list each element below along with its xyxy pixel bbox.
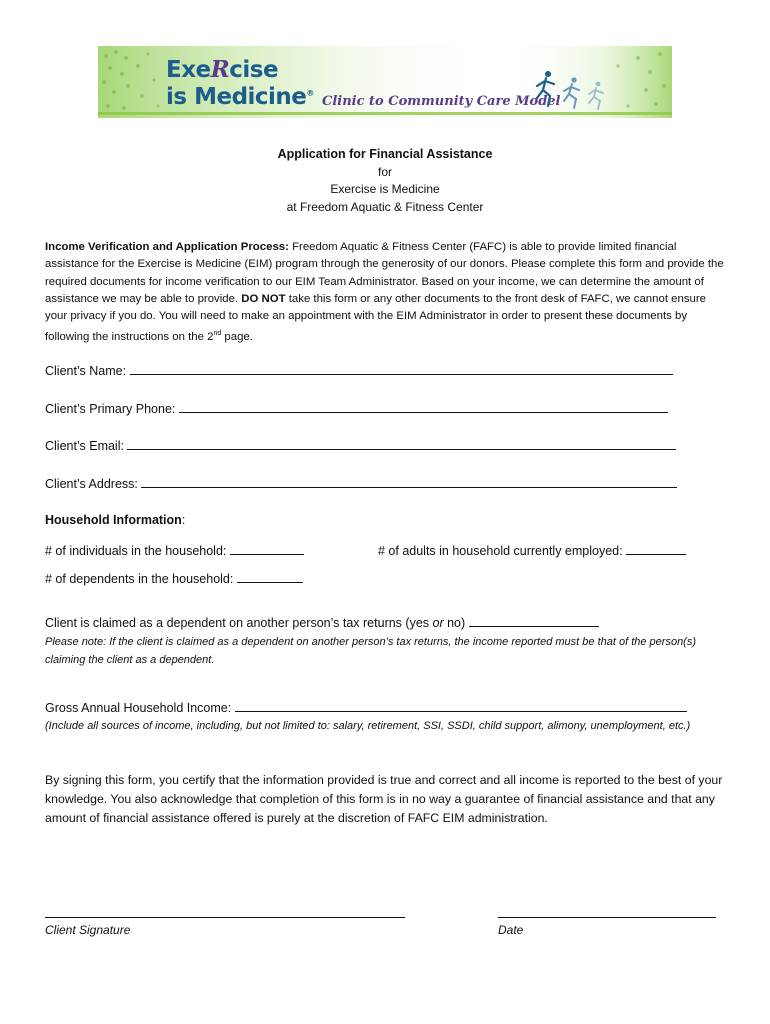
client-address-label: Client’s Address: (45, 477, 138, 491)
intro-do-not: DO NOT (241, 292, 286, 305)
dependent-claim-label-b: no) (443, 616, 466, 630)
logo-text-cise: cise (229, 57, 279, 83)
logo-rx-symbol: R (210, 56, 230, 83)
dependents-field[interactable] (237, 570, 303, 583)
header-banner (98, 46, 672, 118)
dependent-claim-field[interactable] (469, 614, 599, 627)
form-title: Application for Financial Assistance (277, 147, 493, 161)
date-label: Date (498, 923, 524, 937)
intro-text-1: Freedom Aquatic & Fitness Center (FAFC) is able to provide limited financial assistance for the Exercise is Medicine (EIM) program through the generosity of our donors. Please complete this form and provide the required documents for income verification to our EIM Team Administrator. Based on your income, we can determine the amount of assistance we may be able to provide. (45, 241, 724, 305)
client-email-row (45, 437, 676, 453)
dependent-claim-note: Please note: If the client is claimed as a dependent on another person’s tax returns, the income reported must be that of the person(s) claiming the client as a dependent. (45, 636, 697, 666)
title-line-location: at Freedom Aquatic & Fitness Center (286, 200, 484, 214)
trademark-symbol: ® (306, 88, 314, 98)
adults-employed-row (378, 542, 686, 558)
runners-icon (534, 68, 624, 112)
household-heading (45, 513, 185, 527)
intro-heading: Income Verification and Application Process: (45, 241, 289, 253)
individuals-field[interactable] (230, 542, 304, 555)
intro-superscript: nd (213, 330, 222, 338)
client-email-field[interactable] (127, 437, 676, 450)
title-line-program: Exercise is Medicine (330, 182, 440, 196)
title-line-for: for (377, 165, 392, 179)
dependent-claim-row (45, 614, 599, 630)
income-field[interactable] (235, 699, 687, 712)
adults-employed-label: # of adults in household currently employed: (378, 544, 623, 558)
income-row (45, 699, 687, 715)
dependent-claim-label-a: Client is claimed as a dependent on another person’s tax returns (yes (45, 616, 433, 630)
client-signature-label: Client Signature (45, 923, 131, 937)
client-name-field[interactable] (130, 362, 673, 375)
individuals-row (45, 542, 304, 558)
intro-paragraph (45, 239, 725, 347)
intro-text-3: page. (221, 331, 253, 344)
client-email-label: Client’s Email: (45, 439, 124, 453)
client-phone-row (45, 400, 668, 416)
client-address-row (45, 475, 677, 491)
client-signature-line[interactable] (45, 917, 405, 918)
intro-text-2: take this form or any other documents to the front desk of FAFC, we cannot ensure your privacy if you do. You will need to make an appointment with the EIM Administrator in order to present these documents by following the instructions on the 2 (45, 292, 706, 344)
certification-paragraph: By signing this form, you certify that the information provided is true and correct and all income is reported to the best of your knowledge. You also acknowledge that completion of this form is in no way a guarantee of financial assistance and that any amount of financial assistance offered is purely at the discretion of FAFC EIM administration. (45, 773, 723, 825)
logo-text-exe: Exe (166, 57, 211, 83)
dependents-row (45, 570, 303, 586)
dependents-label: # of dependents in the household: (45, 572, 234, 586)
date-line[interactable] (498, 917, 716, 918)
income-label: Gross Annual Household Income: (45, 701, 232, 715)
tagline: Clinic to Community Care Model (322, 94, 561, 109)
client-name-label: Client’s Name: (45, 364, 127, 378)
logo-wordmark-line2 (166, 84, 314, 110)
client-phone-label: Client’s Primary Phone: (45, 402, 176, 416)
client-phone-field[interactable] (179, 400, 668, 413)
logo-wordmark-line1 (166, 56, 278, 83)
individuals-label: # of individuals in the household: (45, 544, 227, 558)
client-name-row (45, 362, 673, 378)
household-heading-text: Household Information (45, 513, 182, 527)
income-note: (Include all sources of income, including, but not limited to: salary, retirement, SSI, SSDI, child support, alimony, unemployment, etc.) (45, 720, 691, 732)
adults-employed-field[interactable] (626, 542, 686, 555)
logo-text-is-medicine: is Medicine (166, 84, 307, 110)
client-address-field[interactable] (141, 475, 677, 488)
dependent-claim-or: or (432, 616, 444, 630)
household-heading-colon: : (181, 513, 186, 527)
